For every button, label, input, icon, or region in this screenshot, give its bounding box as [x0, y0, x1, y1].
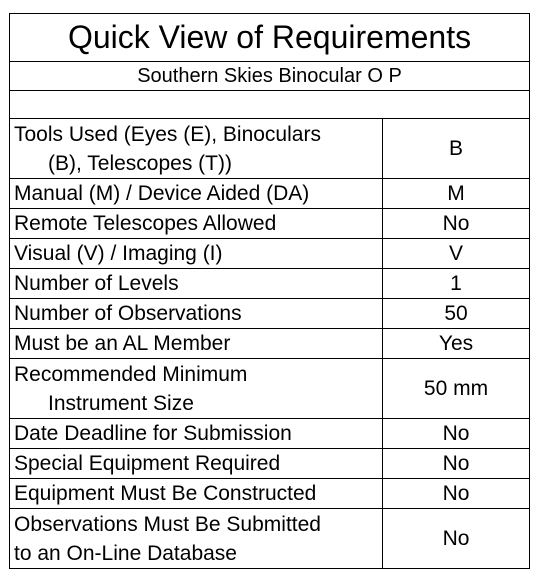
label-line: (B), Telescopes (T)) — [48, 151, 232, 175]
label-line: Date Deadline for Submission — [14, 422, 292, 445]
table-row — [10, 209, 530, 239]
table-row — [10, 419, 530, 449]
label-line: Observations Must Be Submitted — [14, 512, 321, 536]
requirement-value: No — [383, 209, 530, 239]
requirement-label — [10, 419, 383, 449]
requirement-label — [10, 239, 383, 269]
blank-row — [10, 91, 530, 119]
table-row — [10, 119, 530, 179]
table-row — [10, 449, 530, 479]
table-row — [10, 479, 530, 509]
requirement-value: No — [383, 449, 530, 479]
requirements-table — [9, 13, 530, 569]
label-line: Visual (V) / Imaging (I) — [14, 242, 223, 265]
requirement-value: No — [383, 479, 530, 509]
requirement-label — [10, 269, 383, 299]
requirement-value: B — [383, 119, 530, 179]
label-line: Remote Telescopes Allowed — [14, 212, 277, 235]
label-line: Special Equipment Required — [14, 452, 281, 475]
label-line: Equipment Must Be Constructed — [14, 482, 317, 505]
label-line: to an On-Line Database — [14, 541, 237, 565]
table-row — [10, 239, 530, 269]
requirement-label — [10, 509, 383, 569]
table-subtitle: Southern Skies Binocular O P — [10, 62, 530, 91]
requirement-label — [10, 359, 383, 419]
requirement-value: M — [383, 179, 530, 209]
label-line: Number of Levels — [14, 272, 179, 295]
requirement-value: 1 — [383, 269, 530, 299]
label-line: Tools Used (Eyes (E), Binoculars — [14, 122, 321, 146]
label-line: Number of Observations — [14, 302, 242, 325]
requirement-label — [10, 449, 383, 479]
table-row — [10, 329, 530, 359]
requirement-label — [10, 299, 383, 329]
table-row — [10, 179, 530, 209]
requirement-label — [10, 329, 383, 359]
requirement-label — [10, 179, 383, 209]
requirement-value: 50 — [383, 299, 530, 329]
table-row — [10, 299, 530, 329]
table-row — [10, 509, 530, 569]
table-row — [10, 359, 530, 419]
requirement-value: No — [383, 419, 530, 449]
label-line: Recommended Minimum — [14, 362, 248, 386]
requirement-label — [10, 209, 383, 239]
requirement-value: V — [383, 239, 530, 269]
label-line: Instrument Size — [48, 391, 194, 415]
requirement-label — [10, 119, 383, 179]
requirement-value: No — [383, 509, 530, 569]
label-line: Must be an AL Member — [14, 332, 231, 355]
table-row — [10, 269, 530, 299]
requirement-value: 50 mm — [383, 359, 530, 419]
table-title: Quick View of Requirements — [10, 14, 530, 62]
requirement-value: Yes — [383, 329, 530, 359]
requirement-label — [10, 479, 383, 509]
label-line: Manual (M) / Device Aided (DA) — [14, 182, 310, 205]
